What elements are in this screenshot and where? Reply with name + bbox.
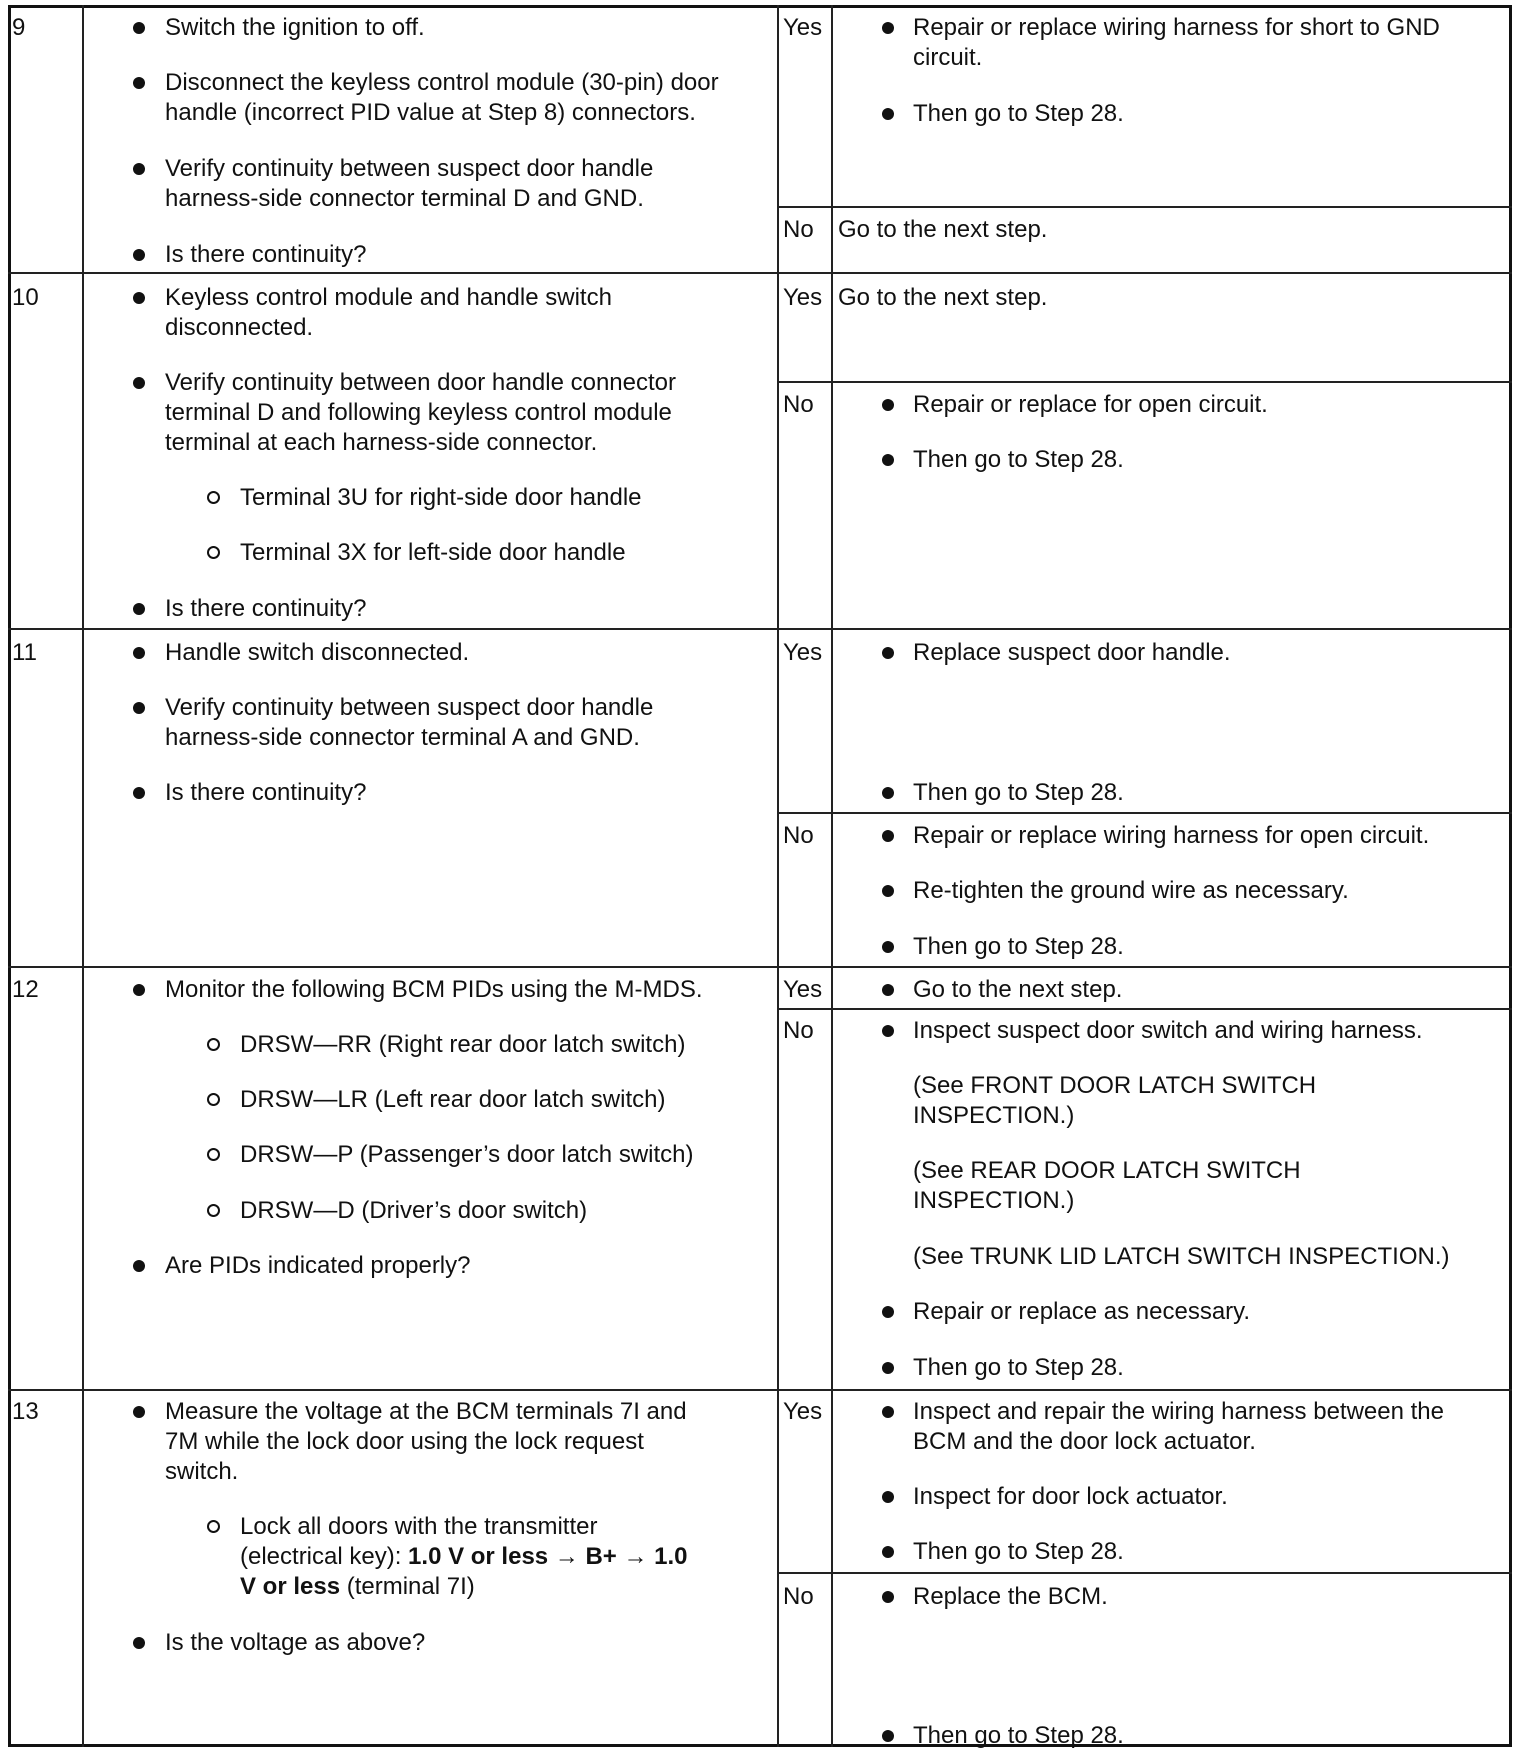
yes-text: Then go to Step 28.: [913, 1538, 1124, 1565]
action-subtext: [240, 1572, 475, 1602]
bullet-icon: [882, 1306, 894, 1318]
action-text: terminal at each harness-side connector.: [165, 429, 598, 456]
sub-bullet-icon: [207, 1093, 220, 1106]
bullet-icon: [133, 77, 145, 89]
voltage-spec: 1.0 V or less → B+ → 1.0: [408, 1543, 688, 1570]
sub-bullet-icon: [207, 491, 220, 504]
action-text: Is the voltage as above?: [165, 1629, 426, 1656]
action-text: Is there continuity?: [165, 595, 367, 622]
step-number: 13: [12, 1398, 39, 1425]
no-text: (See FRONT DOOR LATCH SWITCH: [913, 1072, 1317, 1099]
action-subtext: DRSW—D (Driver’s door switch): [240, 1197, 588, 1224]
step-number: 9: [12, 14, 26, 41]
action-text: Verify continuity between suspect door handle: [165, 155, 654, 182]
bullet-icon: [133, 603, 145, 615]
sub-bullet-icon: [207, 1204, 220, 1217]
bullet-icon: [882, 399, 894, 411]
sub-bullet-icon: [207, 546, 220, 559]
bullet-icon: [133, 163, 145, 175]
bullet-icon: [882, 941, 894, 953]
action-text: Disconnect the keyless control module (30-pin) door: [165, 69, 719, 96]
yes-text: BCM and the door lock actuator.: [913, 1428, 1256, 1455]
action-text: handle (incorrect PID value at Step 8) connectors.: [165, 99, 696, 126]
action-text: disconnected.: [165, 314, 314, 341]
action-subtext-normal: (terminal 7I): [340, 1573, 475, 1600]
bullet-icon: [133, 1637, 145, 1649]
action-subtext: DRSW—RR (Right rear door latch switch): [240, 1031, 686, 1058]
bullet-icon: [133, 249, 145, 261]
bullet-icon: [133, 377, 145, 389]
action-subtext: DRSW—LR (Left rear door latch switch): [240, 1086, 666, 1113]
yes-no-divider: [777, 381, 1512, 383]
action-text: Are PIDs indicated properly?: [165, 1252, 471, 1279]
no-text: (See TRUNK LID LATCH SWITCH INSPECTION.): [913, 1243, 1450, 1270]
row-divider: [8, 1389, 1512, 1391]
bullet-icon: [133, 22, 145, 34]
yes-no-divider: [777, 812, 1512, 814]
no-text: Inspect suspect door switch and wiring harness.: [913, 1017, 1423, 1044]
bullet-icon: [133, 647, 145, 659]
yes-text: Then go to Step 28.: [913, 779, 1124, 806]
bullet-icon: [882, 1546, 894, 1558]
action-subtext: Lock all doors with the transmitter: [240, 1513, 598, 1540]
yes-no-divider: [777, 206, 1512, 208]
action-subtext: Terminal 3X for left-side door handle: [240, 539, 626, 566]
action-text: Switch the ignition to off.: [165, 14, 425, 41]
sub-bullet-icon: [207, 1038, 220, 1051]
no-label: No: [783, 822, 814, 849]
bullet-icon: [882, 108, 894, 120]
action-text: Handle switch disconnected.: [165, 639, 470, 666]
step-number: 10: [12, 284, 39, 311]
yes-text: Then go to Step 28.: [913, 100, 1124, 127]
action-subtext: [240, 1542, 688, 1572]
no-text: Go to the next step.: [838, 216, 1048, 243]
no-label: No: [783, 1583, 814, 1610]
bullet-icon: [882, 1025, 894, 1037]
yes-text: Replace suspect door handle.: [913, 639, 1231, 666]
bullet-icon: [882, 1491, 894, 1503]
yes-label: Yes: [783, 14, 823, 41]
bullet-icon: [882, 984, 894, 996]
bullet-icon: [882, 787, 894, 799]
bullet-icon: [882, 830, 894, 842]
bullet-icon: [882, 647, 894, 659]
bullet-icon: [133, 702, 145, 714]
action-text: switch.: [165, 1458, 239, 1485]
step-number: 12: [12, 976, 39, 1003]
yes-no-divider: [777, 1008, 1512, 1010]
yes-text: Go to the next step.: [913, 976, 1123, 1003]
no-text: Repair or replace as necessary.: [913, 1298, 1251, 1325]
row-divider: [8, 272, 1512, 274]
sub-bullet-icon: [207, 1520, 220, 1533]
bullet-icon: [882, 454, 894, 466]
action-text: Measure the voltage at the BCM terminals 7I and: [165, 1398, 687, 1425]
no-text: (See REAR DOOR LATCH SWITCH: [913, 1157, 1301, 1184]
bullet-icon: [882, 22, 894, 34]
no-label: No: [783, 216, 814, 243]
voltage-spec: V or less: [240, 1573, 341, 1600]
column-divider: [831, 5, 833, 1747]
bullet-icon: [133, 1260, 145, 1272]
yes-text: Repair or replace wiring harness for short to GND: [913, 14, 1440, 41]
bullet-icon: [133, 984, 145, 996]
bullet-icon: [133, 787, 145, 799]
bullet-icon: [133, 1406, 145, 1418]
no-label: No: [783, 391, 814, 418]
action-text: Is there continuity?: [165, 241, 367, 268]
no-text: Then go to Step 28.: [913, 1722, 1124, 1749]
action-subtext-normal: (electrical key):: [240, 1543, 409, 1570]
no-text: Re-tighten the ground wire as necessary.: [913, 877, 1349, 904]
no-text: Then go to Step 28.: [913, 446, 1124, 473]
no-text: INSPECTION.): [913, 1187, 1075, 1214]
action-subtext: DRSW—P (Passenger’s door latch switch): [240, 1141, 694, 1168]
no-text: INSPECTION.): [913, 1102, 1075, 1129]
no-text: Then go to Step 28.: [913, 933, 1124, 960]
yes-label: Yes: [783, 976, 823, 1003]
action-text: Verify continuity between door handle connector: [165, 369, 676, 396]
yes-label: Yes: [783, 639, 823, 666]
bullet-icon: [133, 292, 145, 304]
yes-label: Yes: [783, 284, 823, 311]
column-divider: [82, 5, 84, 1747]
bullet-icon: [882, 1730, 894, 1742]
action-text: Monitor the following BCM PIDs using the M-MDS.: [165, 976, 703, 1003]
action-text: harness-side connector terminal A and GND.: [165, 724, 640, 751]
yes-text: Inspect and repair the wiring harness between the: [913, 1398, 1444, 1425]
bullet-icon: [882, 1406, 894, 1418]
action-text: Verify continuity between suspect door handle: [165, 694, 654, 721]
action-text: terminal D and following keyless control module: [165, 399, 672, 426]
action-subtext: Terminal 3U for right-side door handle: [240, 484, 642, 511]
bullet-icon: [882, 885, 894, 897]
bullet-icon: [882, 1591, 894, 1603]
no-text: Repair or replace wiring harness for open circuit.: [913, 822, 1430, 849]
action-text: Keyless control module and handle switch: [165, 284, 612, 311]
yes-text: Go to the next step.: [838, 284, 1048, 311]
action-text: 7M while the lock door using the lock request: [165, 1428, 644, 1455]
sub-bullet-icon: [207, 1148, 220, 1161]
bullet-icon: [882, 1362, 894, 1374]
column-divider: [777, 5, 779, 1747]
row-divider: [8, 628, 1512, 630]
no-text: Then go to Step 28.: [913, 1354, 1124, 1381]
no-text: Repair or replace for open circuit.: [913, 391, 1268, 418]
yes-label: Yes: [783, 1398, 823, 1425]
yes-no-divider: [777, 1572, 1512, 1574]
row-divider: [8, 966, 1512, 968]
yes-text: circuit.: [913, 44, 983, 71]
action-text: Is there continuity?: [165, 779, 367, 806]
no-text: Replace the BCM.: [913, 1583, 1108, 1610]
yes-text: Inspect for door lock actuator.: [913, 1483, 1228, 1510]
no-label: No: [783, 1017, 814, 1044]
action-text: harness-side connector terminal D and GND.: [165, 185, 644, 212]
step-number: 11: [12, 639, 37, 666]
